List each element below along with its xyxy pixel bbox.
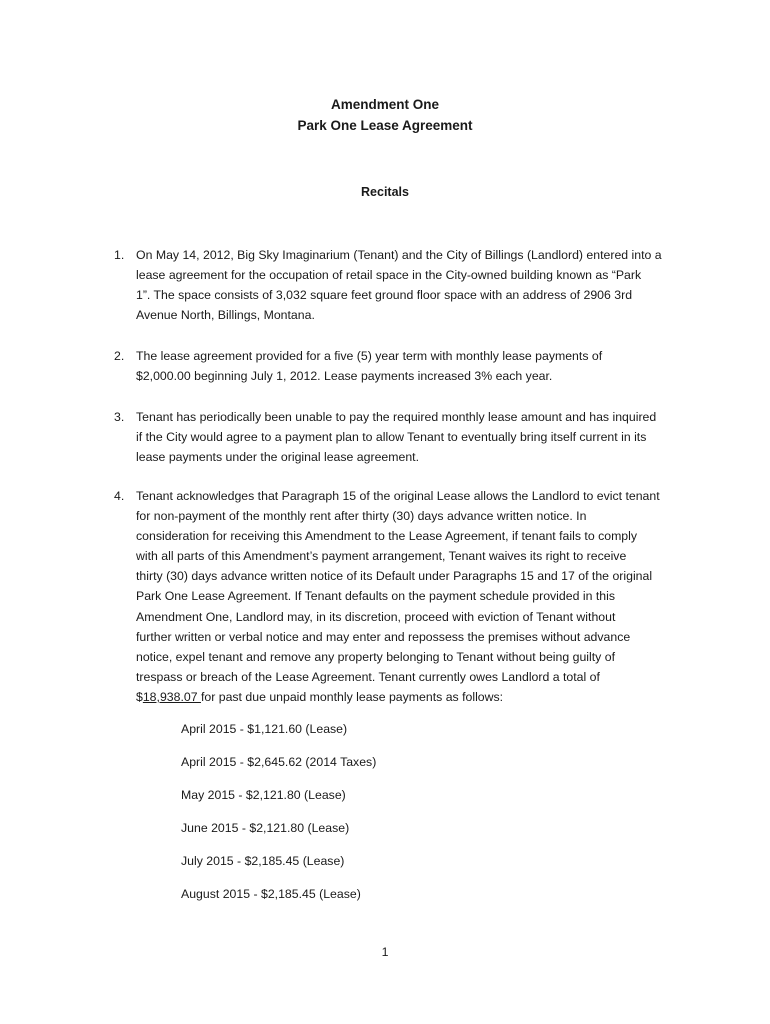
- currency-symbol: $: [136, 689, 143, 704]
- paragraph-line: further written or verbal notice and may enter and repossess the premises without advance: [136, 629, 631, 644]
- payment-item: April 2015 - $2,645.62 (2014 Taxes): [181, 755, 377, 769]
- title-line-amendment: Amendment One: [330, 97, 439, 112]
- total-owed-amount: 18,938.07: [142, 689, 201, 704]
- paragraph-line: Tenant acknowledges that Paragraph 15 of the original Lease allows the Landlord to evict tenant: [136, 489, 660, 503]
- recital-item-1: [114, 245, 662, 325]
- section-heading-recitals: Recitals: [361, 185, 409, 199]
- paragraph-line: thirty (30) days advance written notice of its Default under Paragraphs 15 and 17 of the original: [136, 569, 653, 584]
- recital-text: [136, 245, 662, 325]
- total-owed-suffix: for past due unpaid monthly lease payments as follows:: [200, 689, 504, 704]
- title-line-agreement: Park One Lease Agreement: [297, 118, 473, 133]
- payment-item: June 2015 - $2,121.80 (Lease): [181, 821, 350, 835]
- recital-item-4: [114, 486, 659, 707]
- paragraph-line: The lease agreement provided for a five (5) year term with monthly lease payments of: [136, 349, 603, 363]
- paragraph-line: if the City would agree to a payment plan to allow Tenant to eventually bring itself current in its: [136, 430, 647, 445]
- paragraph-line-total: [136, 687, 659, 707]
- paragraph-line: lease payments under the original lease agreement.: [136, 450, 420, 465]
- paragraph-line: lease agreement for the occupation of retail space in the City-owned building known as “Park: [136, 268, 642, 283]
- document-title: [0, 94, 770, 136]
- paragraph-line: $2,000.00 beginning July 1, 2012. Lease payments increased 3% each year.: [136, 369, 553, 384]
- paragraph-line: notice, expel tenant and remove any property belonging to Tenant without being guilty of: [136, 649, 615, 664]
- paragraph-line: On May 14, 2012, Big Sky Imaginarium (Tenant) and the City of Billings (Landlord) entered into a: [136, 248, 662, 262]
- paragraph-line: Amendment One, Landlord may, in its discretion, proceed with eviction of Tenant without: [136, 609, 616, 624]
- payment-item: May 2015 - $2,121.80 (Lease): [181, 788, 346, 802]
- paragraph-line: trespass or breach of the Lease Agreement. Tenant currently owes Landlord a total of: [136, 669, 600, 684]
- recital-item-2: [114, 346, 659, 386]
- paragraph-line: Park One Lease Agreement. If Tenant defaults on the payment schedule provided in this: [136, 589, 615, 604]
- recital-text: [136, 486, 659, 707]
- payment-schedule-list: [181, 719, 376, 917]
- paragraph-line: consideration for receiving this Amendment to the Lease Agreement, if tenant fails to comply: [136, 529, 638, 544]
- recital-text: [136, 407, 659, 467]
- recital-item-3: [114, 407, 659, 467]
- paragraph-line: Avenue North, Billings, Montana.: [136, 308, 315, 323]
- recital-number: 2.: [114, 349, 125, 363]
- payment-item: August 2015 - $2,185.45 (Lease): [181, 887, 361, 901]
- paragraph-line: Tenant has periodically been unable to pay the required monthly lease amount and has inquired: [136, 410, 657, 424]
- recital-text: [136, 346, 659, 386]
- paragraph-line: for non-payment of the monthly rent after thirty (30) days advance written notice. In: [136, 509, 587, 524]
- paragraph-line: 1”. The space consists of 3,032 square feet ground floor space with an address of 2906 3rd: [136, 288, 633, 303]
- payment-item: April 2015 - $1,121.60 (Lease): [181, 722, 348, 736]
- payment-item: July 2015 - $2,185.45 (Lease): [181, 854, 345, 868]
- recital-number: 3.: [114, 410, 125, 424]
- paragraph-line: with all parts of this Amendment’s payment arrangement, Tenant waives its right to receive: [136, 549, 627, 564]
- page-number: 1: [381, 945, 389, 959]
- recital-number: 1.: [114, 248, 125, 262]
- recital-number: 4.: [114, 489, 125, 503]
